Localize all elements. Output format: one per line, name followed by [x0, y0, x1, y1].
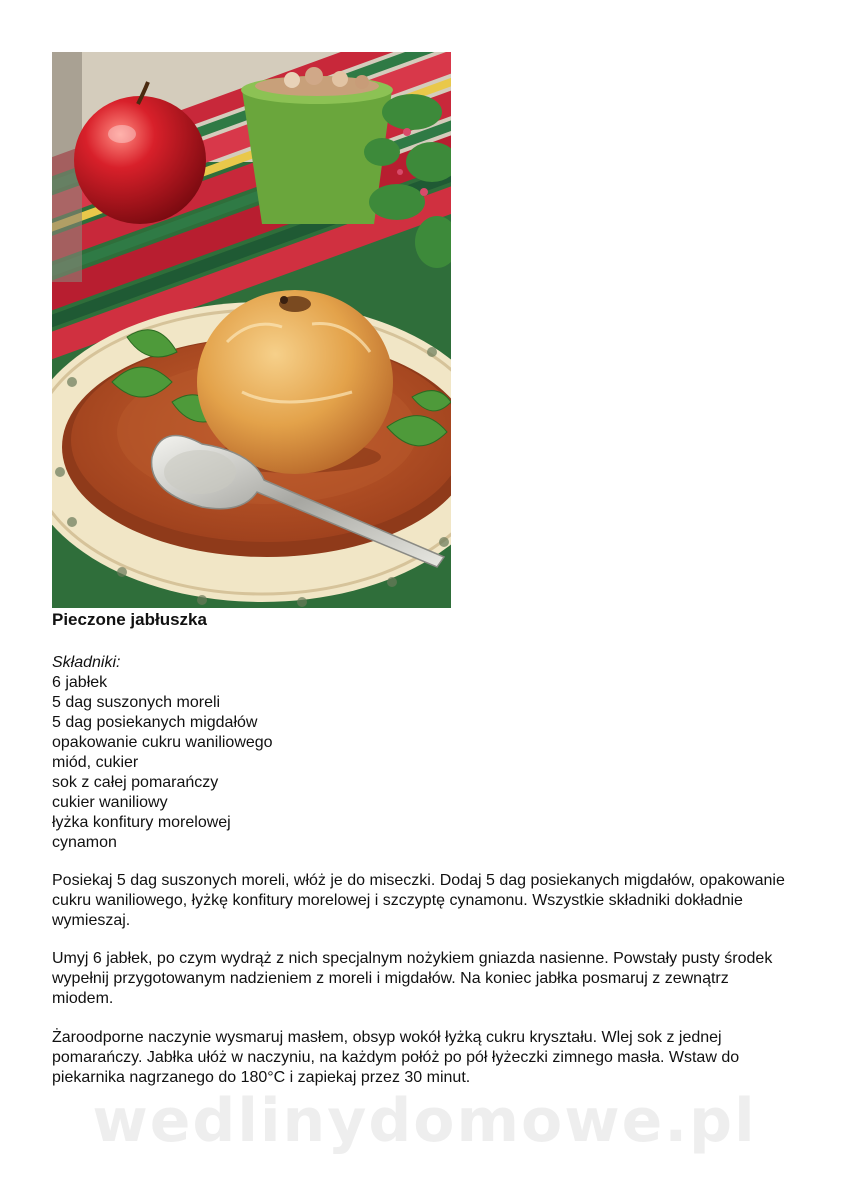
ingredient-item: 5 dag posiekanych migdałów	[52, 714, 258, 731]
ingredient-item: cynamon	[52, 834, 117, 851]
ingredient-item: łyżka konfitury morelowej	[52, 814, 231, 831]
ingredients-section	[52, 653, 273, 853]
ingredients-label: Składniki:	[52, 654, 121, 671]
baked-apple-photo	[52, 52, 451, 608]
ingredient-item: opakowanie cukru waniliowego	[52, 734, 273, 751]
ingredient-item: miód, cukier	[52, 754, 139, 771]
instruction-step-3: Żaroodporne naczynie wysmaruj masłem, obsyp wokół łyżką cukru kryształu. Wlej sok z jednej pomarańczy. Jabłka ułóż w naczyniu, na każdym połóż po pół łyżeczki zimnego masła. Wstaw do piekarnika nagrzanego do 180°C i zapiekaj przez 30 minut.	[52, 1029, 740, 1086]
ingredient-item: sok z całej pomarańczy	[52, 774, 219, 791]
ingredient-item: cukier waniliowy	[52, 794, 168, 811]
watermark-logo: wedlinydomowe.pl	[92, 1086, 757, 1156]
instruction-step-1: Posiekaj 5 dag suszonych moreli, włóż je do miseczki. Dodaj 5 dag posiekanych migdałów, opakowanie cukru waniliowego, łyżkę konfitury morelowej i szczyptę cynamonu. Wszystkie składniki dokładnie wymieszaj.	[52, 872, 785, 929]
ingredient-item: 6 jabłek	[52, 674, 108, 691]
ingredient-item: 5 dag suszonych moreli	[52, 694, 221, 711]
recipe-title: Pieczone jabłuszka	[52, 610, 207, 629]
ingredients-list	[52, 673, 273, 853]
instruction-step-2: Umyj 6 jabłek, po czym wydrąż z nich specjalnym nożykiem gniazda nasienne. Powstały pusty środek wypełnij przygotowanym nadzieniem z moreli i migdałów. Na koniec jabłka posmaruj z zewnątrz miodem.	[52, 950, 773, 1007]
